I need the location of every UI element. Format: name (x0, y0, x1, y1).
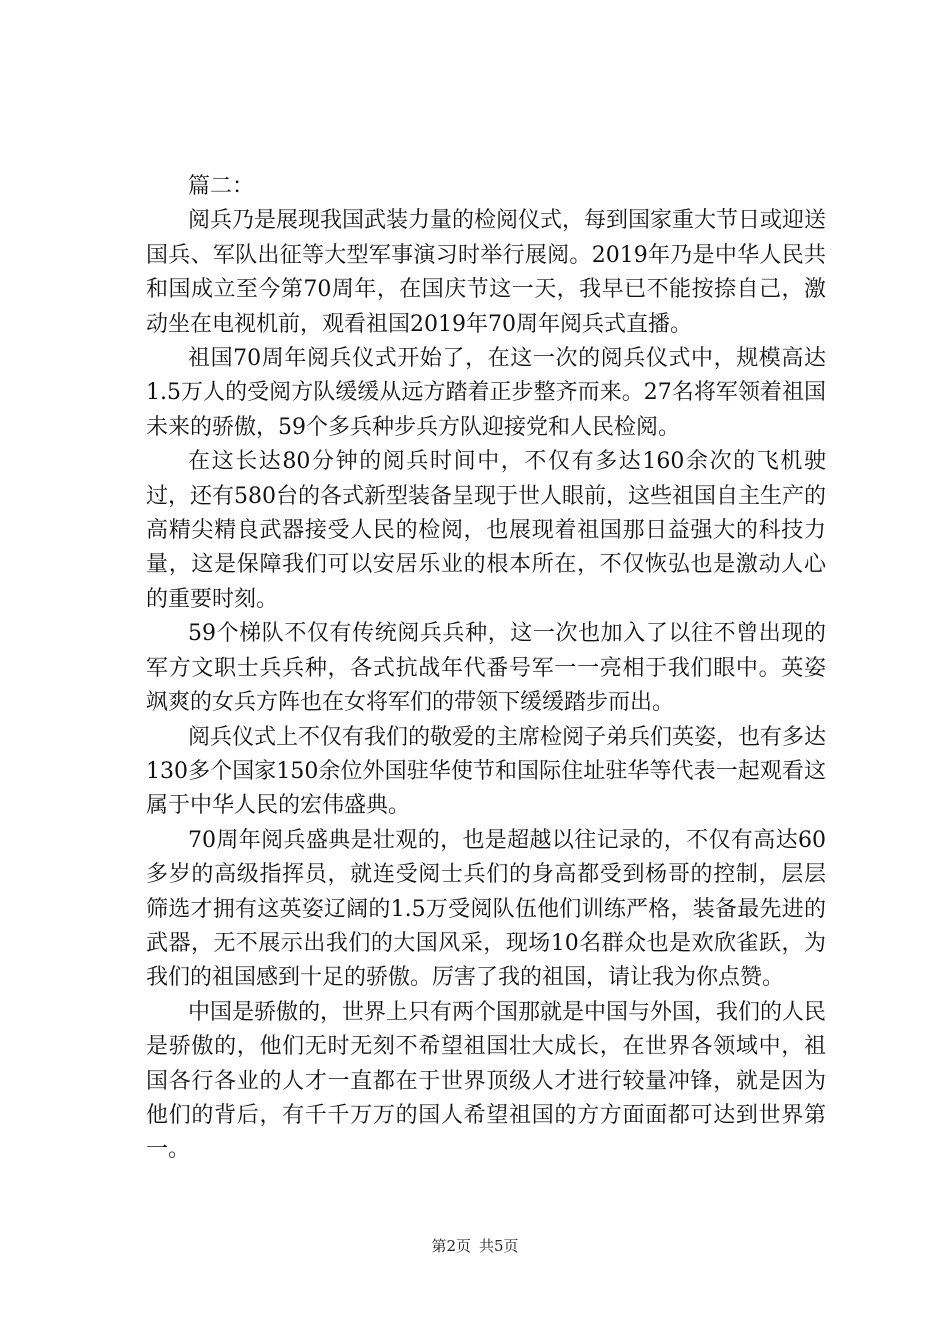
paragraph-4: 59个梯队不仅有传统阅兵兵种，这一次也加入了以往不曾出现的军方文职士兵兵种，各式抗战年代番号军一一亮相于我们眼中。英姿飒爽的女兵方阵也在女将军们的带领下缓缓踏步而出。 (146, 621, 826, 716)
page-number-total: 共5页 (479, 1237, 519, 1255)
page-footer (0, 1236, 950, 1256)
paragraph-5: 阅兵仪式上不仅有我们的敬爱的主席检阅子弟兵们英姿，也有多达130多个国家150余位外国驻华使节和国际住址驻华等代表一起观看这属于中华人民的宏伟盛典。 (146, 724, 827, 819)
paragraph-7: 中国是骄傲的，世界上只有两个国那就是中国与外国，我们的人民是骄傲的，他们无时无刻不希望祖国壮大成长，在世界各领域中，祖国各行各业的人才一直都在于世界顶级人才进行较量冲锋，就是因为他们的背后，有千千万万的国人希望祖国的方方面面都可达到世界第一。 (146, 999, 827, 1163)
paragraph-3: 在这长达80分钟的阅兵时间中，不仅有多达160余次的飞机驶过，还有580台的各式新型装备呈现于世人眼前，这些祖国自主生产的高精尖精良武器接受人民的检阅，也展现着祖国那日益强大的科技力量，这是保障我们可以安居乐业的根本所在，不仅恢弘也是激动人心的重要时刻。 (146, 449, 826, 612)
document-body (146, 170, 826, 1168)
section-heading: 篇二： (188, 174, 255, 199)
paragraph-1: 阅兵乃是展现我国武装力量的检阅仪式，每到国家重大节日或迎送国兵、军队出征等大型军事演习时举行展阅。2019年乃是中华人民共和国成立至今第70周年，在国庆节这一天，我早已不能按捺自己，激动坐在电视机前，观看祖国2019年70周年阅兵式直播。 (146, 208, 827, 337)
paragraph-6: 70周年阅兵盛典是壮观的，也是超越以往记录的，不仅有高达60多岁的高级指挥员，就连受阅士兵们的身高都受到杨哥的控制，层层筛选才拥有这英姿辽阔的1.5万受阅队伍他们训练严格，装备最先进的武器，无不展示出我们的大国风采，现场10名群众也是欢欣雀跃，为我们的祖国感到十足的骄傲。厉害了我的祖国，请让我为你点赞。 (146, 827, 826, 991)
paragraph-2: 祖国70周年阅兵仪式开始了，在这一次的阅兵仪式中，规模高达1.5万人的受阅方队缓缓从远方踏着正步整齐而来。27名将军领着祖国未来的骄傲，59个多兵种步兵方队迎接党和人民检阅。 (146, 346, 826, 440)
page-number-current: 第2页 (431, 1237, 471, 1255)
